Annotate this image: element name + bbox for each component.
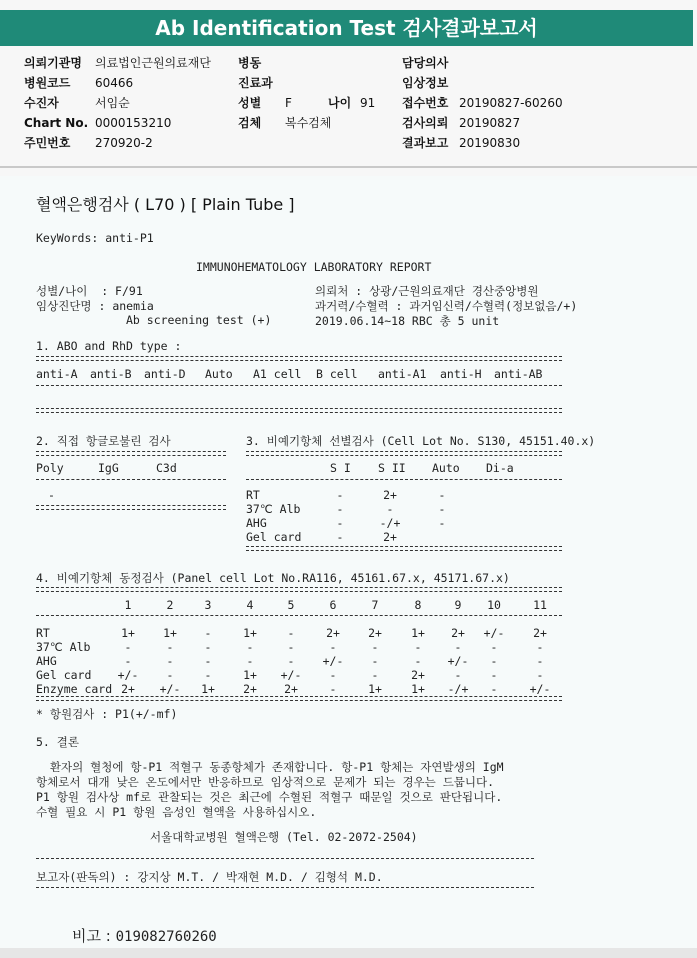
sec4-col-header: 6 [329,598,337,612]
sec4-row-label: Enzyme card [36,682,113,696]
sec4-cell: 2+ [451,626,465,640]
sec4-cell: +/- [117,668,139,682]
conclusion-line: 환자의 혈청에 항-P1 적혈구 동종항체가 존재합니다. 항-P1 항체는 자연발생의 IgM [36,760,504,774]
sec3-cell: - [336,488,344,502]
lab-title: IMMUNOHEMATOLOGY LABORATORY REPORT [196,260,432,274]
sec3-row-label: RT [246,488,260,502]
sec4-cell: - [490,640,498,654]
sec1-title: 1. ABO and RhD type : [36,339,182,353]
sec3-col-0: S I [330,461,351,475]
sec4-cell: - [414,640,422,654]
header-divider [0,166,697,168]
diagnosis-line: 임상진단명 : anemia [36,299,154,313]
sec3-col-1: S II [378,461,406,475]
sec4-cell: - [166,654,174,668]
sec4-cell: +/- [447,654,469,668]
divider [36,615,562,616]
sec4-cell: 1+ [411,626,425,640]
antigen-line: * 항원검사 : P1(+/-mf) [36,707,178,721]
sec3-cell: - [336,516,344,530]
sec3-col-3: Di-a [486,461,514,475]
chart-value: 0000153210 [95,116,172,130]
specimen-label: 검체 [238,116,262,130]
sec4-cell: - [287,640,295,654]
sec4-cell: - [204,626,212,640]
sec4-cell: 2+ [284,682,298,696]
sec4-cell: 2+ [121,682,135,696]
sec4-cell: - [371,668,379,682]
divider [246,479,562,480]
rbc-line: 2019.06.14~18 RBC 총 5 unit [315,314,500,328]
sec2-title: 2. 직접 항글로불린 검사 [36,434,171,448]
divider [36,505,226,510]
sec4-cell: +/- [159,682,181,696]
sec4-col-header: 3 [204,598,212,612]
sec2-col-0: Poly [36,461,64,475]
sec4-cell: - [166,668,174,682]
sec2-value: - [48,488,55,502]
sec4-cell: 1+ [163,626,177,640]
patient-label: 수진자 [24,96,59,110]
patient-info-block [0,54,697,154]
hospital-code-label: 병원코드 [24,76,71,90]
dept-label: 진료과 [238,76,273,90]
conclusion-line: 수혈 필요 시 P1 항원 음성인 혈액을 사용하십시오. [36,805,317,819]
sec4-cell: - [204,640,212,654]
sec3-cell: - [438,516,446,530]
divider [36,451,226,456]
bottom-bar [0,948,697,958]
sec5-title: 5. 결론 [36,735,79,749]
patient-value: 서임순 [95,96,130,110]
age-label: 나이 [328,96,352,110]
sec4-row-label: RT [36,626,50,640]
sec4-title: 4. 비예기항체 동정검사 (Panel cell Lot No.RA116, 45161.67.x, 45171.67.x) [36,571,510,585]
sec3-cell: 2+ [383,488,397,502]
sec4-col-header: 2 [166,598,174,612]
sec3-row-label: AHG [246,516,267,530]
sec4-cell: 2+ [326,626,340,640]
sec4-col-header: 9 [454,598,462,612]
sec3-cell: - [336,502,344,516]
sec4-cell: 1+ [243,626,257,640]
sec1-col-2: anti-D [144,367,186,381]
hospital-code-value: 60466 [95,76,134,90]
chart-label: Chart No. [24,116,89,130]
divider [36,385,562,386]
divider [246,546,562,551]
sec3-col-2: Auto [432,461,460,475]
sec4-cell: - [454,668,462,682]
sec4-cell: - [124,654,132,668]
sec3-row-label: Gel card [246,530,302,544]
remarks-label: 비고 : [72,927,111,945]
sex-age-line: 성별/나이 : F/91 [36,284,143,298]
sec3-cell: -/+ [379,516,401,530]
receipt-label: 접수번호 [402,96,449,110]
sec4-cell: +/- [483,626,505,640]
doctor-label: 담당의사 [402,56,449,70]
institution-label: 의뢰기관명 [24,56,82,70]
sec1-col-3: Auto [205,367,233,381]
clinical-label: 임상정보 [402,76,449,90]
sec4-cell: - [329,668,337,682]
ward-label: 병동 [238,56,262,70]
sec4-cell: - [536,640,544,654]
sec1-col-7: anti-H [440,367,482,381]
sec4-cell: 2+ [533,626,547,640]
reporters-line: 보고자(판독의) : 강지상 M.T. / 박재현 M.D. / 김형석 M.D. [36,870,383,884]
sec4-cell: - [536,668,544,682]
divider [36,858,534,859]
sec4-cell: 1+ [411,682,425,696]
remarks [72,925,217,946]
sec4-cell: - [124,640,132,654]
divider [36,696,562,701]
sec4-cell: 1+ [243,668,257,682]
divider [36,356,562,361]
sec4-row-label: 37℃ Alb [36,640,91,654]
sec4-cell: - [287,654,295,668]
divider [36,408,562,413]
sec4-cell: - [454,640,462,654]
sec1-col-0: anti-A [36,367,78,381]
sec4-cell: - [536,654,544,668]
request-label: 검사의뢰 [402,116,449,130]
sec4-cell: - [329,640,337,654]
sec4-cell: 2+ [243,682,257,696]
report-value: 20190830 [459,136,521,150]
sec4-row-label: AHG [36,654,57,668]
sec4-col-header: 4 [246,598,254,612]
request-value: 20190827 [459,116,521,130]
conclusion-line: 항체로서 대개 낮은 온도에서만 반응하므로 임상적으로 문제가 되는 경우는 드뭅니다. [36,775,495,789]
divider [36,587,562,592]
sec4-col-header: 5 [287,598,295,612]
institution-value: 의료법인근원의료재단 [95,56,211,70]
sec4-cell: - [246,654,254,668]
sec4-cell: - [490,682,498,696]
sec4-cell: 2+ [411,668,425,682]
sec4-row-label: Gel card [36,668,92,682]
divider [246,451,562,456]
doc-title: 혈액은행검사 ( L70 ) [ Plain Tube ] [36,195,295,214]
history-line: 과거력/수혈력 : 과거임신력/수혈력(정보없음/+) [315,299,578,313]
sec4-cell: 2+ [368,626,382,640]
divider [36,479,226,480]
sex-label: 성별 [238,96,262,110]
sec1-col-1: anti-B [90,367,132,381]
sec3-title: 3. 비예기항체 선별검사 (Cell Lot No. S130, 45151.40.x) [246,434,596,448]
sec4-cell: 1+ [121,626,135,640]
sec3-cell: - [386,502,394,516]
sec4-cell: - [246,640,254,654]
sec4-cell: - [371,654,379,668]
report-label: 결과보고 [402,136,449,150]
rrn-label: 주민번호 [24,136,71,150]
age-value: 91 [360,96,376,110]
sec4-cell: - [166,640,174,654]
sex-value: F [285,96,292,110]
sec4-cell: - [490,654,498,668]
sec4-cell: 1+ [368,682,382,696]
sec1-col-8: anti-AB [494,367,543,381]
sec4-cell: +/- [322,654,344,668]
sec3-cell: 2+ [383,530,397,544]
receipt-value: 20190827-60260 [459,96,563,110]
test-line: Ab screening test (+) [36,313,272,327]
sec2-col-1: IgG [98,461,119,475]
rrn-value: 270920-2 [95,136,153,150]
sec4-col-header: 10 [487,598,501,612]
conclusion-line: P1 항원 검사상 mf로 관찰되는 것은 최근에 수혈된 적혈구 때문일 것으로 판단됩니다. [36,790,503,804]
sec4-cell: +/- [529,682,551,696]
sec1-col-4: A1 cell [253,367,302,381]
sec4-cell: - [287,626,295,640]
report-title-banner: Ab Identification Test 검사결과보고서 [0,10,693,46]
sec4-cell: - [204,668,212,682]
sec4-cell: - [371,640,379,654]
sec4-col-header: 7 [371,598,379,612]
keywords: KeyWords: anti-P1 [36,231,154,245]
sec4-col-header: 11 [533,598,547,612]
sec2-col-2: C3d [156,461,177,475]
specimen-value: 복수검체 [285,116,332,130]
sec4-cell: +/- [280,668,302,682]
sec3-row-label: 37℃ Alb [246,502,301,516]
sec3-cell: - [438,488,446,502]
sec4-col-header: 1 [124,598,132,612]
sec4-cell: - [414,654,422,668]
divider [36,887,534,888]
remarks-value: 019082760260 [115,929,217,945]
sec4-cell: -/+ [447,682,469,696]
sec3-cell: - [438,502,446,516]
requester-line: 의뢰처 : 상광/근원의료재단 경산중앙병원 [315,284,539,298]
hospital-line: 서울대학교병원 혈액은행 (Tel. 02-2072-2504) [150,830,418,844]
sec4-col-header: 8 [414,598,422,612]
sec4-cell: - [329,682,337,696]
sec1-col-5: B cell [316,367,358,381]
sec1-col-6: anti-A1 [378,367,427,381]
sec4-cell: - [204,654,212,668]
sec4-cell: - [490,668,498,682]
sec3-cell: - [336,530,344,544]
sec4-cell: 1+ [201,682,215,696]
